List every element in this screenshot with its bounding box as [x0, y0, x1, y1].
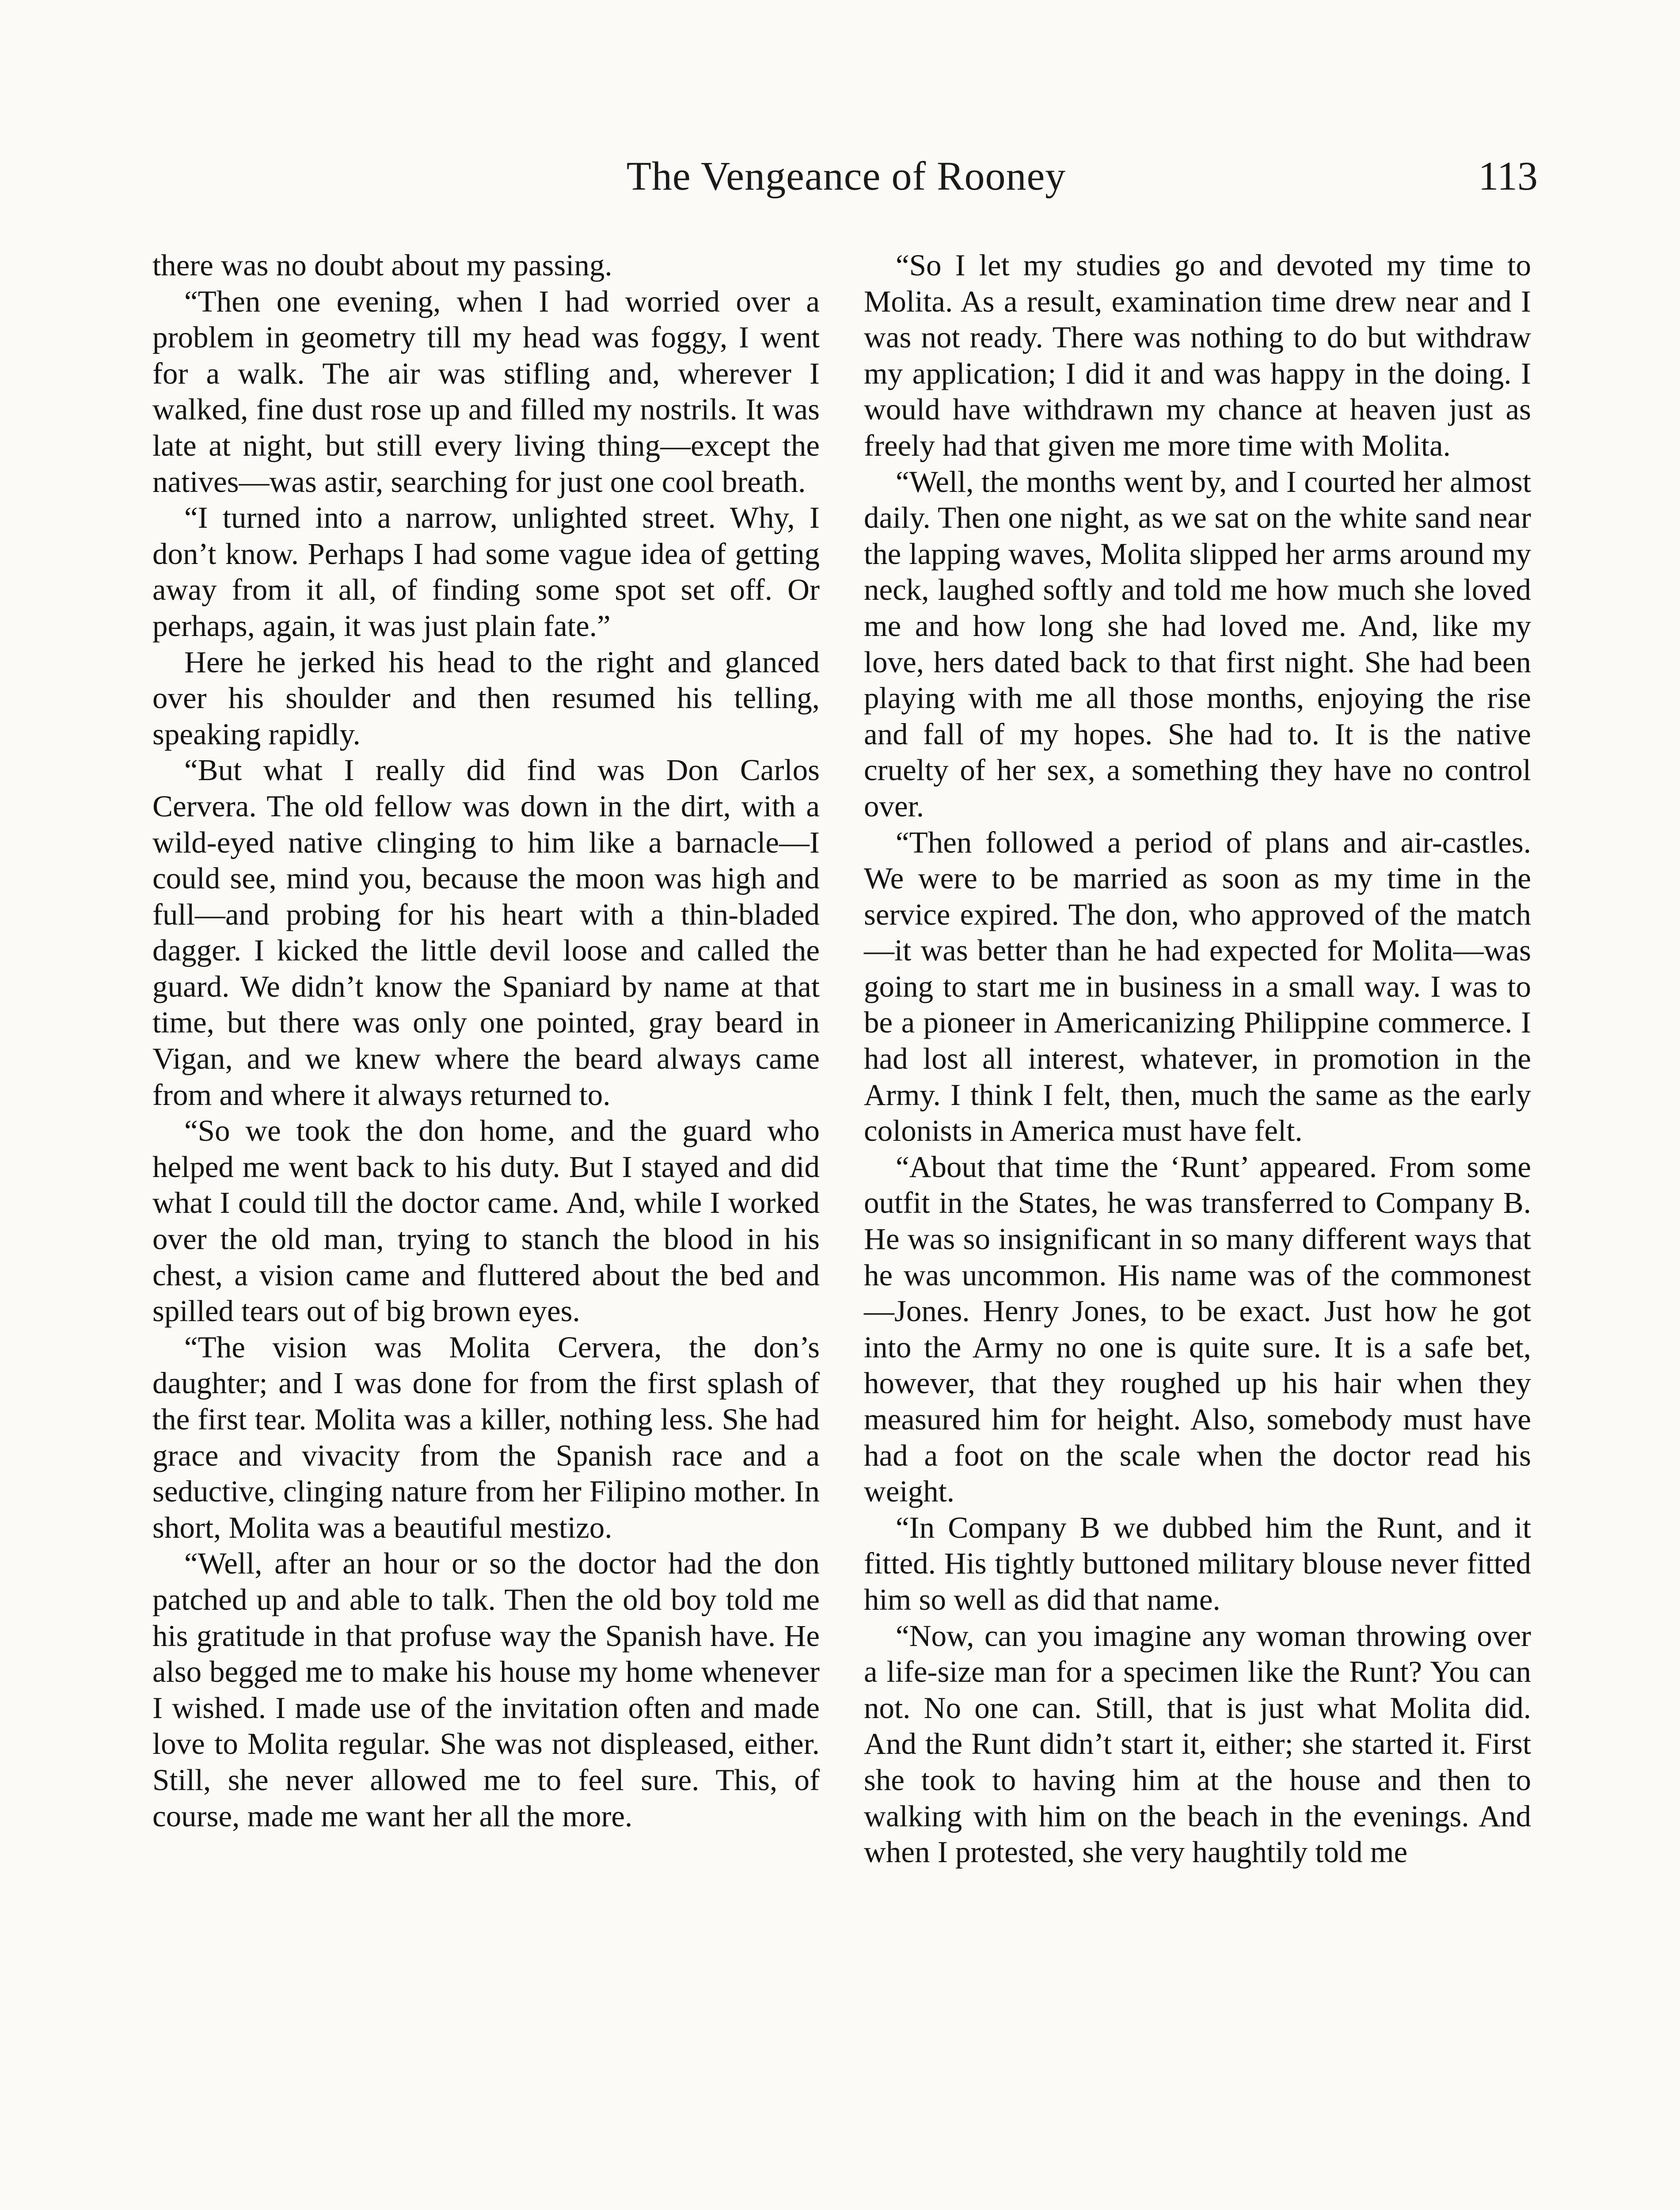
right-column [864, 248, 1531, 1871]
paragraph: “But what I really did find was Don Carlos Cervera. The old fellow was down in the dirt, with a wild-eyed native clinging to him like a barnacle—I could see, mind you, because the moon was high and full—and probing for his heart with a thin-bladed dagger. I kicked the little devil loose and called the guard. We didn’t know the Spaniard by name at that time, but there was only one pointed, gray beard in Vigan, and we knew where the beard always came from and where it always returned to. [152, 753, 820, 1112]
paragraph: Here he jerked his head to the right and glanced over his shoulder and then resumed his telling, speaking rapidly. [152, 645, 820, 751]
paragraph: “Then followed a period of plans and air-castles. We were to be married as soon as my time in the service expired. The don, who approved of the match—it was better than he had expected for Molita—was going to start me in business in a small way. I was to be a pioneer in Americanizing Philippine commerce. I had lost all interest, whatever, in promotion in the Army. I think I felt, then, much the same as the early colonists in America must have felt. [864, 825, 1531, 1148]
paragraph: “Well, after an hour or so the doctor had the don patched up and able to talk. Then the old boy told me his gratitude in that profuse way the Spanish have. He also begged me to make his house my home whenever I wished. I made use of the invitation often and made love to Molita regular. She was not displeased, either. Still, she never allowed me to feel sure. This, of course, made me want her all the more. [152, 1547, 820, 1833]
paragraph: “About that time the ‘Runt’ appeared. From some outfit in the States, he was transferred to Company B. He was so insignificant in so many different ways that he was uncommon. His name was of the commonest—Jones. Henry Jones, to be exact. Just how he got into the Army no one is quite sure. It is a safe bet, however, that they roughed up his hair when they measured him for height. Also, somebody must have had a foot on the scale when the doctor read his weight. [864, 1150, 1531, 1509]
paragraph: there was no doubt about my passing. [152, 248, 612, 282]
page-number: 113 [1478, 153, 1538, 198]
paragraph: “I turned into a narrow, unlighted street. Why, I don’t know. Perhaps I had some vague idea of getting away from it all, of finding some spot set off. Or perhaps, again, it was just plain fate.” [152, 501, 820, 643]
paragraph: “Then one evening, when I had worried over a problem in geometry till my head was foggy, I went for a walk. The air was stifling and, wherever I walked, fine dust rose up and filled my nostrils. It was late at night, but still every living thing—except the natives—was astir, searching for just one cool breath. [152, 284, 820, 499]
running-head-title: The Vengeance of Rooney [626, 153, 1066, 198]
paragraph: “In Company B we dubbed him the Runt, and it fitted. His tightly buttoned military blouse never fitted him so well as did that name. [864, 1510, 1531, 1616]
paragraph: “So I let my studies go and devoted my time to Molita. As a result, examination time drew near and I was not ready. There was nothing to do but withdraw my application; I did it and was happy in the doing. I would have withdrawn my chance at heaven just as freely had that given me more time with Molita. [864, 248, 1531, 462]
paragraph: “Well, the months went by, and I courted her almost daily. Then one night, as we sat on the white sand near the lapping waves, Molita slipped her arms around my neck, laughed softly and told me how much she loved me and how long she had loved me. And, like my love, hers dated back to that first night. She had been playing with me all those months, enjoying the rise and fall of my hopes. She had to. It is the native cruelty of her sex, a something they have no control over. [864, 465, 1531, 823]
paragraph: “The vision was Molita Cervera, the don’s daughter; and I was done for from the first splash of the first tear. Molita was a killer, nothing less. She had grace and vivacity from the Spanish race and a seductive, clinging nature from her Filipino mother. In short, Molita was a beautiful mestizo. [152, 1330, 820, 1544]
paragraph: “Now, can you imagine any woman throwing over a life-size man for a specimen like the Runt? You can not. No one can. Still, that is just what Molita did. And the Runt didn’t start it, either; she started it. First she took to having him at the house and then to walking with him on the beach in the evenings. And when I protested, she very haughtily told me [864, 1619, 1531, 1869]
left-column [152, 248, 820, 1834]
paragraph: “So we took the don home, and the guard who helped me went back to his duty. But I stayed and did what I could till the doctor came. And, while I worked over the old man, trying to stanch the blood in his chest, a vision came and fluttered about the bed and spilled tears out of big brown eyes. [152, 1114, 820, 1328]
